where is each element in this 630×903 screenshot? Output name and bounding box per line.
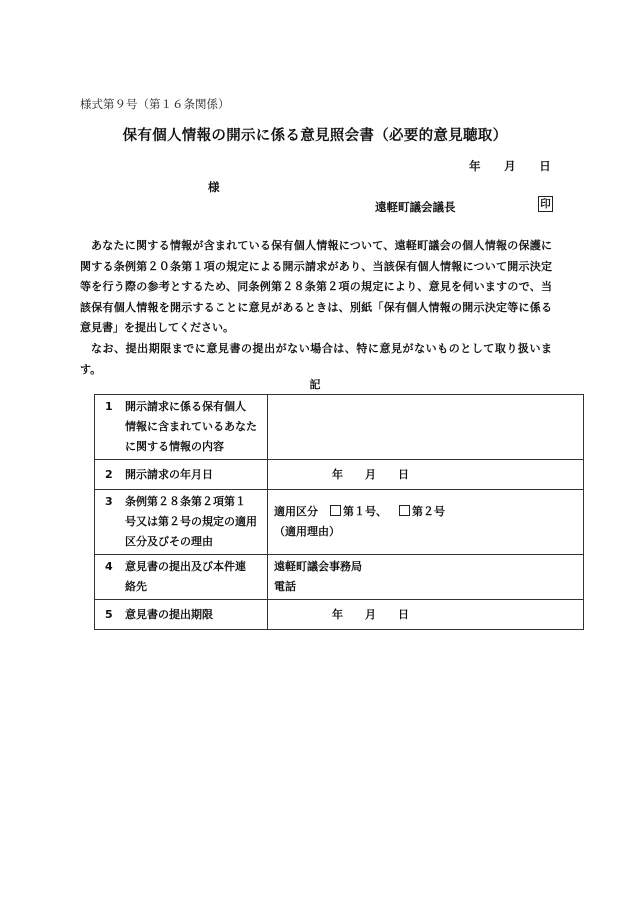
row2-label: [95, 460, 268, 490]
row4-label: [95, 555, 268, 600]
document-title: 保有個人情報の開示に係る意見照会書（必要的意見聴取）: [122, 128, 508, 144]
table-row: [95, 600, 584, 630]
classification-label: 適用区分: [274, 505, 318, 518]
row3-label-line1: 条例第２８条第２項第１: [125, 495, 246, 508]
row2-value[interactable]: 年 月 日: [268, 460, 584, 490]
row5-label-text: 意見書の提出期限: [125, 607, 213, 621]
sender-name: 遠軽町議会議長: [375, 200, 456, 214]
table-row: [95, 555, 584, 600]
issue-date: 年 月 日: [469, 159, 551, 173]
option2-checkbox[interactable]: [399, 505, 410, 516]
row5-number: 5: [105, 607, 113, 621]
row5-value[interactable]: 年 月 日: [268, 600, 584, 630]
row3-value: [268, 490, 584, 555]
body-paragraph-1: あなたに関する情報が含まれている保有個人情報について、遠軽町議会の個人情報の保護に関する条例第２０条第１項の規定による開示請求があり、当該保有個人情報について開示決定等を行う際の参考とするため、同条例第２８条第２項の規定により、意見を伺いますので、当該保有個人情報を開示することに意見があるときは、別紙「保有個人情報の開示決定等に係る意見書」を提出してください。: [80, 239, 552, 335]
items-table: [94, 394, 584, 630]
form-number: 様式第９号（第１６条関係）: [80, 97, 230, 111]
seal-mark: 印: [538, 196, 553, 212]
row4-value: [268, 555, 584, 600]
row2-label-text: 開示請求の年月日: [125, 467, 213, 481]
ki-heading: 記: [309, 378, 321, 391]
table-row: [95, 490, 584, 555]
option1-label: 第１号、: [343, 505, 387, 518]
table-row: [95, 395, 584, 460]
contact-phone: 電話: [274, 580, 296, 593]
table-row: [95, 460, 584, 490]
body-paragraph-2: なお、提出期限までに意見書の提出がない場合は、特に意見がないものとして取り扱います。: [80, 341, 552, 376]
row2-number: 2: [105, 467, 113, 481]
contact-office: 遠軽町議会事務局: [274, 560, 362, 573]
row3-label: [95, 490, 268, 555]
row1-value[interactable]: [268, 395, 584, 460]
row1-label-line2: 情報に含まれているあなた: [125, 420, 257, 433]
row1-number: 1: [105, 400, 113, 413]
row3-label-line2: 号又は第２号の規定の適用: [125, 515, 257, 528]
row4-label-line1: 意見書の提出及び本件連: [125, 560, 246, 573]
row1-label: [95, 395, 268, 460]
row1-label-line1: 開示請求に係る保有個人: [125, 400, 246, 413]
option1-checkbox[interactable]: [330, 505, 341, 516]
body-text: [80, 236, 552, 380]
row5-label: [95, 600, 268, 630]
option2-label: 第２号: [412, 505, 445, 518]
row3-number: 3: [105, 495, 113, 508]
row1-label-line3: に関する情報の内容: [125, 440, 224, 453]
row4-label-line2: 絡先: [125, 580, 147, 593]
reason-label: （適用理由）: [274, 525, 340, 538]
addressee-suffix: 様: [208, 180, 220, 194]
row3-label-line3: 区分及びその理由: [125, 535, 213, 548]
row4-number: 4: [105, 560, 113, 573]
